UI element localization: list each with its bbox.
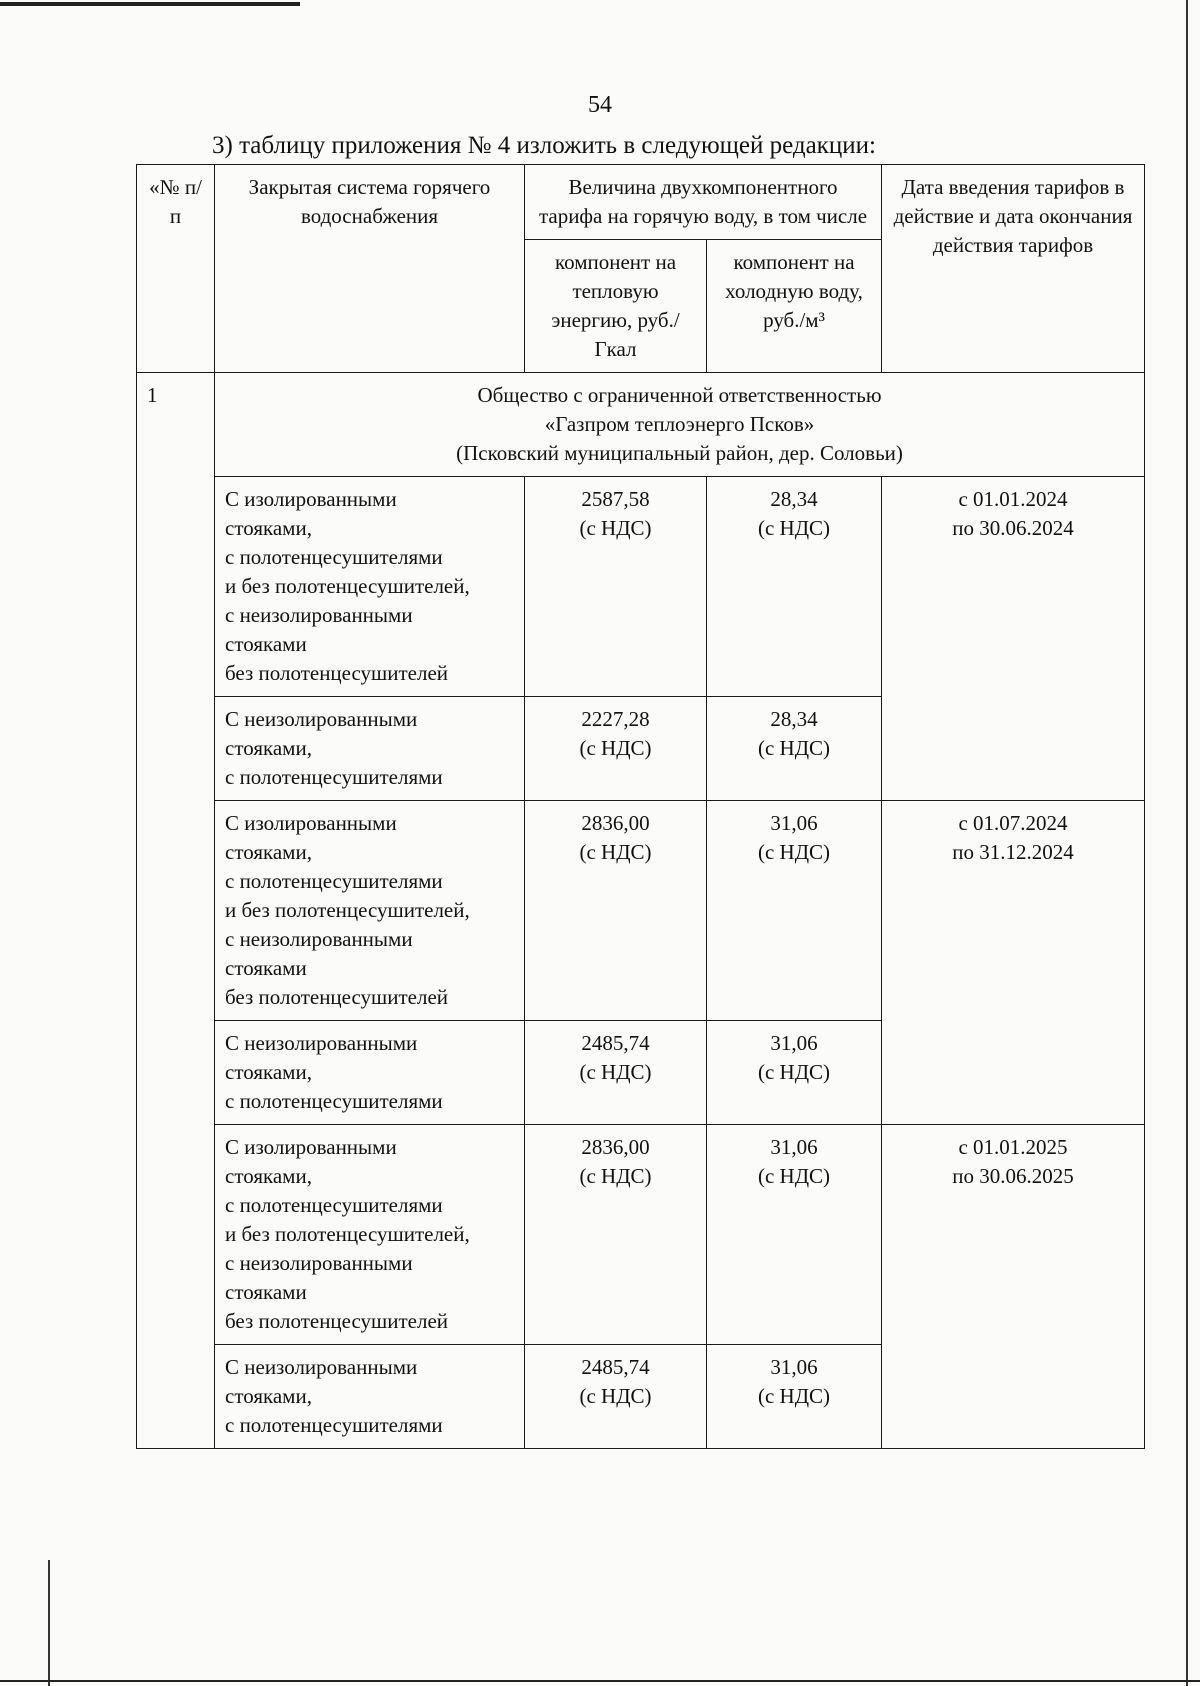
description-line: стояками, — [225, 516, 312, 540]
vat-note: (с НДС) — [757, 736, 831, 760]
description-line: с полотенцесушителями — [225, 869, 443, 893]
date-from: с 01.01.2024 — [958, 487, 1068, 511]
vat-note: (с НДС) — [757, 840, 831, 864]
heat-component-value — [525, 1125, 707, 1345]
system-description — [215, 1345, 525, 1449]
description-line: С неизолированными — [225, 1031, 418, 1055]
date-to: по 30.06.2024 — [952, 516, 1074, 540]
description-line: стояками, — [225, 736, 312, 760]
description-line: с полотенцесушителями — [225, 1089, 443, 1113]
vat-note: (с НДС) — [579, 1164, 652, 1188]
system-description — [215, 477, 525, 697]
heat-value: 2485,74 — [581, 1355, 650, 1379]
system-description — [215, 1125, 525, 1345]
description-line: стояками, — [225, 840, 312, 864]
system-description — [215, 801, 525, 1021]
row-number: 1 — [137, 373, 215, 1449]
cold-component-value — [707, 697, 882, 801]
description-line: С изолированными — [225, 811, 397, 835]
vat-note: (с НДС) — [579, 1060, 652, 1084]
cold-value: 31,06 — [770, 1135, 818, 1159]
organization-row — [137, 373, 1145, 477]
page-number: 54 — [588, 92, 612, 118]
description-line: стояками, — [225, 1060, 312, 1084]
header-number: «№ п/п — [137, 165, 215, 373]
table-row — [137, 801, 1145, 1021]
header-tariff: Величина двухкомпонентного тарифа на горячую воду, в том числе — [525, 165, 882, 240]
description-line: стояками, — [225, 1164, 312, 1188]
description-line: без полотенцесушителей — [225, 985, 449, 1009]
date-from: с 01.01.2025 — [958, 1135, 1068, 1159]
description-line: С неизолированными — [225, 1355, 418, 1379]
heat-component-value — [525, 477, 707, 697]
organization-line: «Газпром теплоэнерго Псков» — [544, 412, 815, 436]
header-heat-component: компонент на тепловую энергию, руб./Гкал — [525, 240, 707, 373]
description-line: С изолированными — [225, 1135, 397, 1159]
description-line: С неизолированными — [225, 707, 418, 731]
system-description — [215, 697, 525, 801]
description-line: без полотенцесушителей — [225, 1309, 449, 1333]
cold-component-value — [707, 801, 882, 1021]
description-line: с неизолированными — [225, 603, 413, 627]
heat-component-value — [525, 801, 707, 1021]
cold-value: 28,34 — [770, 487, 818, 511]
description-line: с полотенцесушителями — [225, 1193, 443, 1217]
heat-value: 2227,28 — [581, 707, 650, 731]
description-line: и без полотенцесушителей, — [225, 1222, 470, 1246]
description-line: стояками, — [225, 1384, 312, 1408]
scan-edge-left — [48, 1560, 50, 1686]
vat-note: (с НДС) — [579, 736, 652, 760]
vat-note: (с НДС) — [579, 1384, 652, 1408]
description-line: стояками — [225, 1280, 307, 1304]
description-line: с полотенцесушителями — [225, 765, 443, 789]
tariff-table — [136, 164, 1145, 1449]
heat-value: 2485,74 — [581, 1031, 650, 1055]
cold-component-value — [707, 477, 882, 697]
cold-value: 31,06 — [770, 1031, 818, 1055]
organization-name — [215, 373, 1145, 477]
cold-value: 28,34 — [770, 707, 818, 731]
organization-line: (Псковский муниципальный район, дер. Соловьи) — [456, 441, 903, 465]
cold-component-value — [707, 1345, 882, 1449]
date-to: по 31.12.2024 — [952, 840, 1074, 864]
vat-note: (с НДС) — [757, 1384, 831, 1408]
header-system: Закрытая система горячего водоснабжения — [215, 165, 525, 373]
date-to: по 30.06.2025 — [952, 1164, 1074, 1188]
description-line: и без полотенцесушителей, — [225, 574, 470, 598]
description-line: стояками — [225, 956, 307, 980]
header-row — [137, 165, 1145, 240]
vat-note: (с НДС) — [757, 516, 831, 540]
description-line: стояками — [225, 632, 307, 656]
description-line: с полотенцесушителями — [225, 1413, 443, 1437]
organization-line: Общество с ограниченной ответственностью — [477, 383, 882, 407]
system-description — [215, 1021, 525, 1125]
cold-value: 31,06 — [770, 1355, 818, 1379]
header-cold-component: компонент на холодную воду, руб./м³ — [707, 240, 882, 373]
heat-value: 2836,00 — [581, 1135, 650, 1159]
heat-component-value — [525, 1345, 707, 1449]
vat-note: (с НДС) — [757, 1060, 831, 1084]
description-line: с неизолированными — [225, 1251, 413, 1275]
description-line: С изолированными — [225, 487, 397, 511]
description-line: с полотенцесушителями — [225, 545, 443, 569]
vat-note: (с НДС) — [757, 1164, 831, 1188]
header-date: Дата введения тарифов в действие и дата окончания действия тарифов — [882, 165, 1145, 373]
description-line: с неизолированными — [225, 927, 413, 951]
heat-component-value — [525, 697, 707, 801]
tariff-period — [882, 1125, 1145, 1449]
section-heading: 3) таблицу приложения № 4 изложить в следующей редакции: — [212, 132, 876, 159]
description-line: и без полотенцесушителей, — [225, 898, 470, 922]
heat-value: 2836,00 — [581, 811, 650, 835]
cold-value: 31,06 — [770, 811, 818, 835]
scan-edge-right — [1186, 0, 1188, 1686]
vat-note: (с НДС) — [579, 516, 652, 540]
description-line: без полотенцесушителей — [225, 661, 449, 685]
scan-edge-top — [0, 2, 300, 6]
tariff-period — [882, 801, 1145, 1125]
vat-note: (с НДС) — [579, 840, 652, 864]
cold-component-value — [707, 1021, 882, 1125]
table-row — [137, 1125, 1145, 1345]
tariff-period — [882, 477, 1145, 801]
table-row — [137, 477, 1145, 697]
cold-component-value — [707, 1125, 882, 1345]
heat-component-value — [525, 1021, 707, 1125]
heat-value: 2587,58 — [581, 487, 650, 511]
date-from: с 01.07.2024 — [958, 811, 1068, 835]
scan-edge-bottom — [0, 1680, 1200, 1682]
